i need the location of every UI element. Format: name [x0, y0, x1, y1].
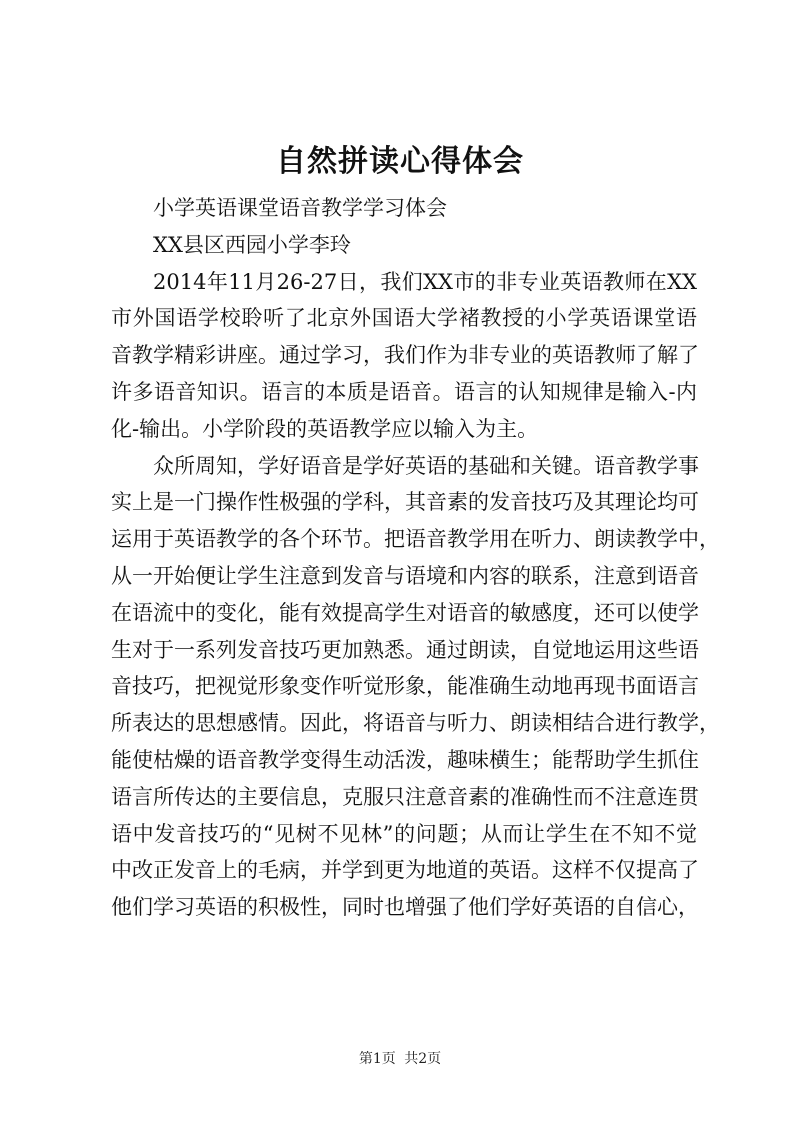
paragraph-line: 2014年11月26-27日，我们XX市的非专业英语教师在XX — [153, 269, 697, 294]
subtitle-line: 小学英语课堂语音教学学习体会 — [153, 196, 447, 220]
paragraph-line: 语中发音技巧的“见树不见林”的问题；从而让学生在不知不觉 — [111, 821, 697, 846]
paragraph-line: 语言所传达的主要信息，克服只注意音素的准确性而不注意连贯 — [111, 784, 699, 809]
paragraph-line: 中改正发音上的毛病，并学到更为地道的英语。这样不仅提高了 — [111, 858, 699, 883]
page-footer — [0, 1049, 800, 1069]
paragraph-line: 他们学习英语的积极性，同时也增强了他们学好英语的自信心， — [111, 895, 699, 920]
paragraph-1 — [111, 264, 697, 448]
paragraph-line: 音技巧，把视觉形象变作听觉形象，能准确生动地再现书面语言 — [111, 674, 699, 699]
paragraph-line: 在语流中的变化，能有效提高学生对语音的敏感度，还可以使学 — [111, 600, 699, 625]
paragraph-line: 许多语音知识。语言的本质是语音。语言的认知规律是输入-内 — [111, 379, 697, 404]
paragraph-line: 实上是一门操作性极强的学科，其音素的发音技巧及其理论均可 — [111, 490, 699, 515]
page-number: 第1页 — [358, 1051, 396, 1067]
paragraph-2 — [111, 448, 720, 926]
paragraph-line: 众所周知，学好语音是学好英语的基础和关键。语音教学事 — [153, 453, 699, 478]
paragraph-line: 能使枯燥的语音教学变得生动活泼，趣味横生；能帮助学生抓住 — [111, 747, 699, 772]
paragraph-line: 从一开始便让学生注意到发音与语境和内容的联系，注意到语音 — [111, 563, 699, 588]
document-body — [111, 190, 720, 926]
paragraph-line: 运用于英语教学的各个环节。把语音教学用在听力、朗读教学中， — [111, 527, 720, 552]
paragraph-line: 音教学精彩讲座。通过学习，我们作为非专业的英语教师了解了 — [111, 343, 699, 368]
paragraph-line: 市外国语学校聆听了北京外国语大学褚教授的小学英语课堂语 — [111, 306, 697, 331]
paragraph-line: 化-输出。小学阶段的英语教学应以输入为主。 — [111, 416, 539, 441]
page-total: 共2页 — [404, 1051, 442, 1067]
document-title: 自然拼读心得体会 — [276, 144, 524, 179]
paragraph-line: 所表达的思想感情。因此，将语音与听力、朗读相结合进行教学， — [111, 711, 720, 736]
author-line: XX县区西园小学李玲 — [153, 232, 351, 257]
paragraph-line: 生对于一系列发音技巧更加熟悉。通过朗读，自觉地运用这些语 — [111, 637, 699, 662]
